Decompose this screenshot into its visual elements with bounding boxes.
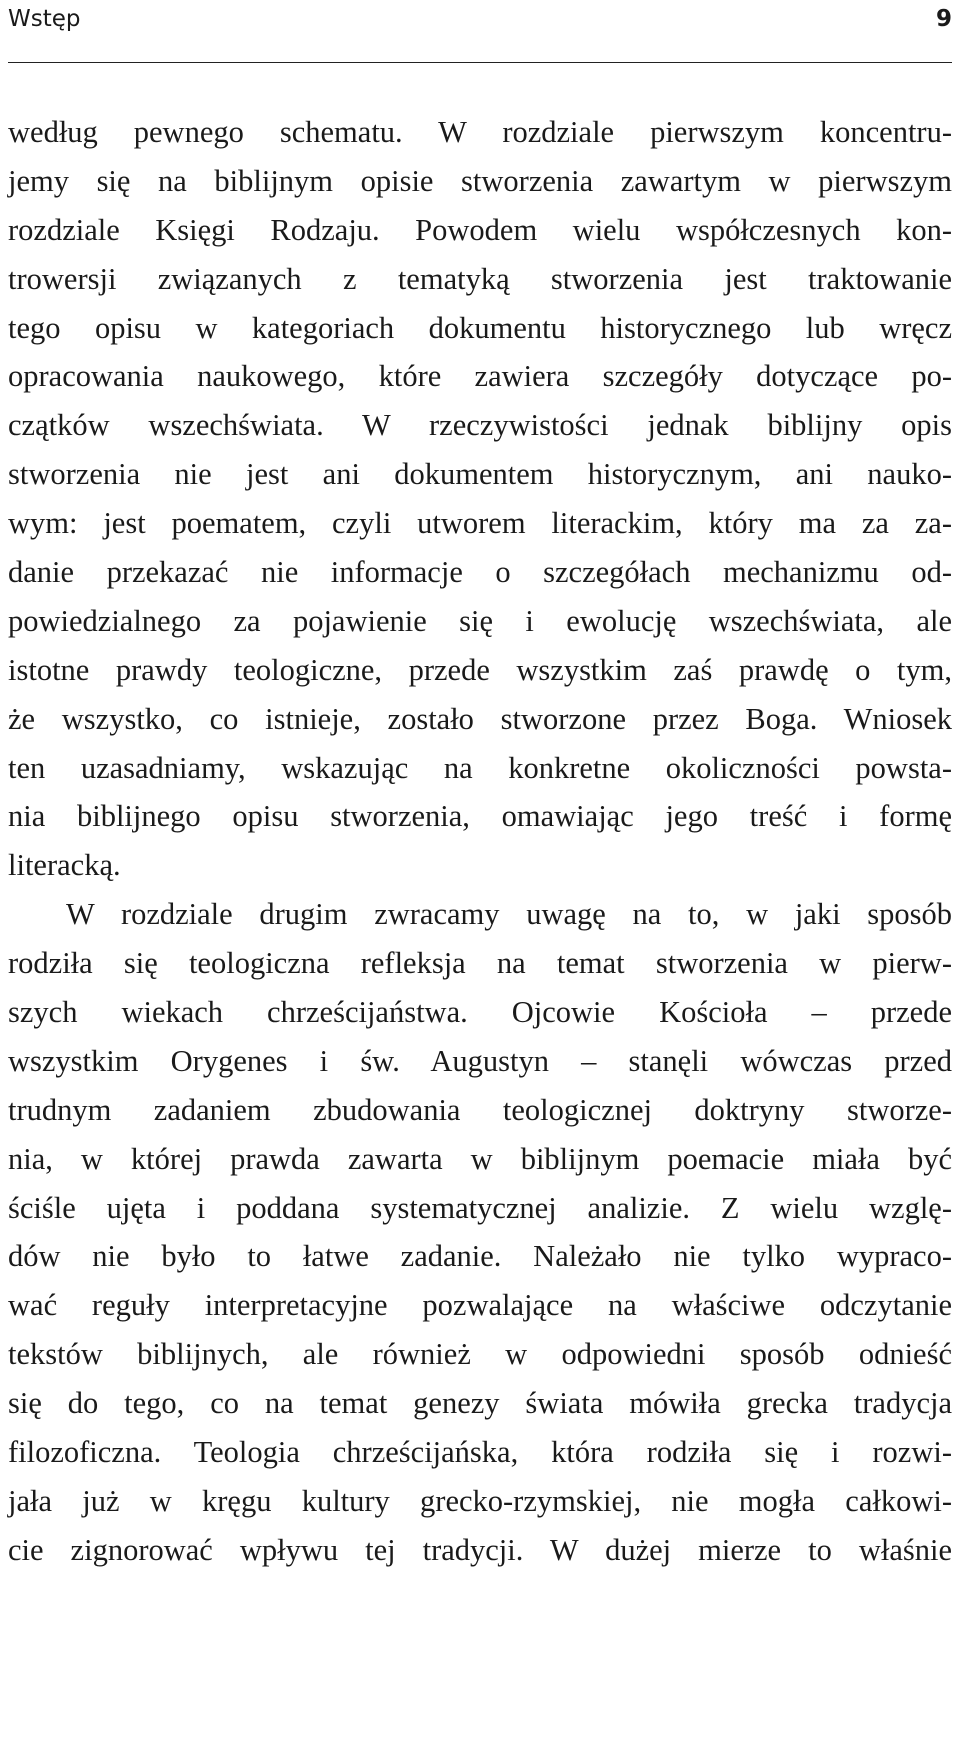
text-line: W rozdziale drugim zwracamy uwagę na to, w jaki sposób bbox=[66, 897, 952, 932]
text-line: tego opisu w kategoriach dokumentu historycznego lub wręcz bbox=[8, 310, 952, 345]
text-line: według pewnego schematu. W rozdziale pierwszym koncentru- bbox=[8, 115, 952, 149]
text-line: jała już w kręgu kultury grecko-rzymskiej, nie mogła całkowi- bbox=[8, 1483, 952, 1518]
paragraph-2 bbox=[8, 890, 952, 1574]
text-line: opracowania naukowego, które zawiera szczegóły dotyczące po- bbox=[8, 359, 952, 394]
text-line: wszystkim Orygenes i św. Augustyn – stanęli wówczas przed bbox=[8, 1043, 952, 1078]
page-number: 9 bbox=[935, 6, 952, 32]
text-line: się do tego, co na temat genezy świata mówiła grecka tradycja bbox=[8, 1386, 952, 1421]
text-line: powiedzialnego za pojawienie się i ewolucję wszechświata, ale bbox=[8, 603, 952, 638]
text-line: szych wiekach chrześcijaństwa. Ojcowie Kościoła – przede bbox=[8, 995, 952, 1030]
text-line: ten uzasadniamy, wskazując na konkretne okoliczności powsta- bbox=[8, 750, 952, 785]
text-line: danie przekazać nie informacje o szczegółach mechanizmu od- bbox=[8, 555, 952, 590]
text-line: wym: jest poematem, czyli utworem literackim, który ma za za- bbox=[8, 506, 952, 541]
running-header bbox=[8, 0, 952, 63]
text-line: trowersji związanych z tematyką stworzenia jest traktowanie bbox=[8, 261, 952, 296]
text-line: że wszystko, co istnieje, zostało stworzone przez Boga. Wniosek bbox=[8, 701, 952, 736]
text-line: ściśle ujęta i poddana systematycznej analizie. Z wielu wzglę- bbox=[8, 1190, 952, 1225]
text-line: dów nie było to łatwe zadanie. Należało nie tylko wypraco- bbox=[8, 1239, 952, 1274]
text-line: tekstów biblijnych, ale również w odpowiedni sposób odnieść bbox=[8, 1337, 952, 1372]
text-line: istotne prawdy teologiczne, przede wszystkim zaś prawdę o tym, bbox=[8, 652, 952, 687]
text-line: trudnym zadaniem zbudowania teologicznej doktryny stworze- bbox=[8, 1092, 952, 1127]
text-line: jemy się na biblijnym opisie stworzenia zawartym w pierwszym bbox=[8, 163, 952, 198]
text-line: rodziła się teologiczna refleksja na temat stworzenia w pierw- bbox=[8, 946, 952, 981]
text-line: nia biblijnego opisu stworzenia, omawiając jego treść i formę bbox=[8, 799, 952, 834]
paragraph-1 bbox=[8, 108, 952, 890]
text-line: filozoficzna. Teologia chrześcijańska, która rodziła się i rozwi- bbox=[8, 1435, 952, 1470]
text-line: nia, w której prawda zawarta w biblijnym poemacie miała być bbox=[8, 1141, 952, 1176]
body-text bbox=[8, 108, 952, 1575]
text-line: rozdziale Księgi Rodzaju. Powodem wielu współczesnych kon- bbox=[8, 212, 952, 247]
text-line: literacką. bbox=[8, 848, 121, 883]
text-line: czątków wszechświata. W rzeczywistości jednak biblijny opis bbox=[8, 408, 952, 443]
text-line: cie zignorować wpływu tej tradycji. W dużej mierze to właśnie bbox=[8, 1532, 952, 1567]
section-title: Wstęp bbox=[8, 6, 81, 32]
text-line: stworzenia nie jest ani dokumentem historycznym, ani nauko- bbox=[8, 457, 952, 492]
text-line: wać reguły interpretacyjne pozwalające na właściwe odczytanie bbox=[8, 1288, 952, 1323]
